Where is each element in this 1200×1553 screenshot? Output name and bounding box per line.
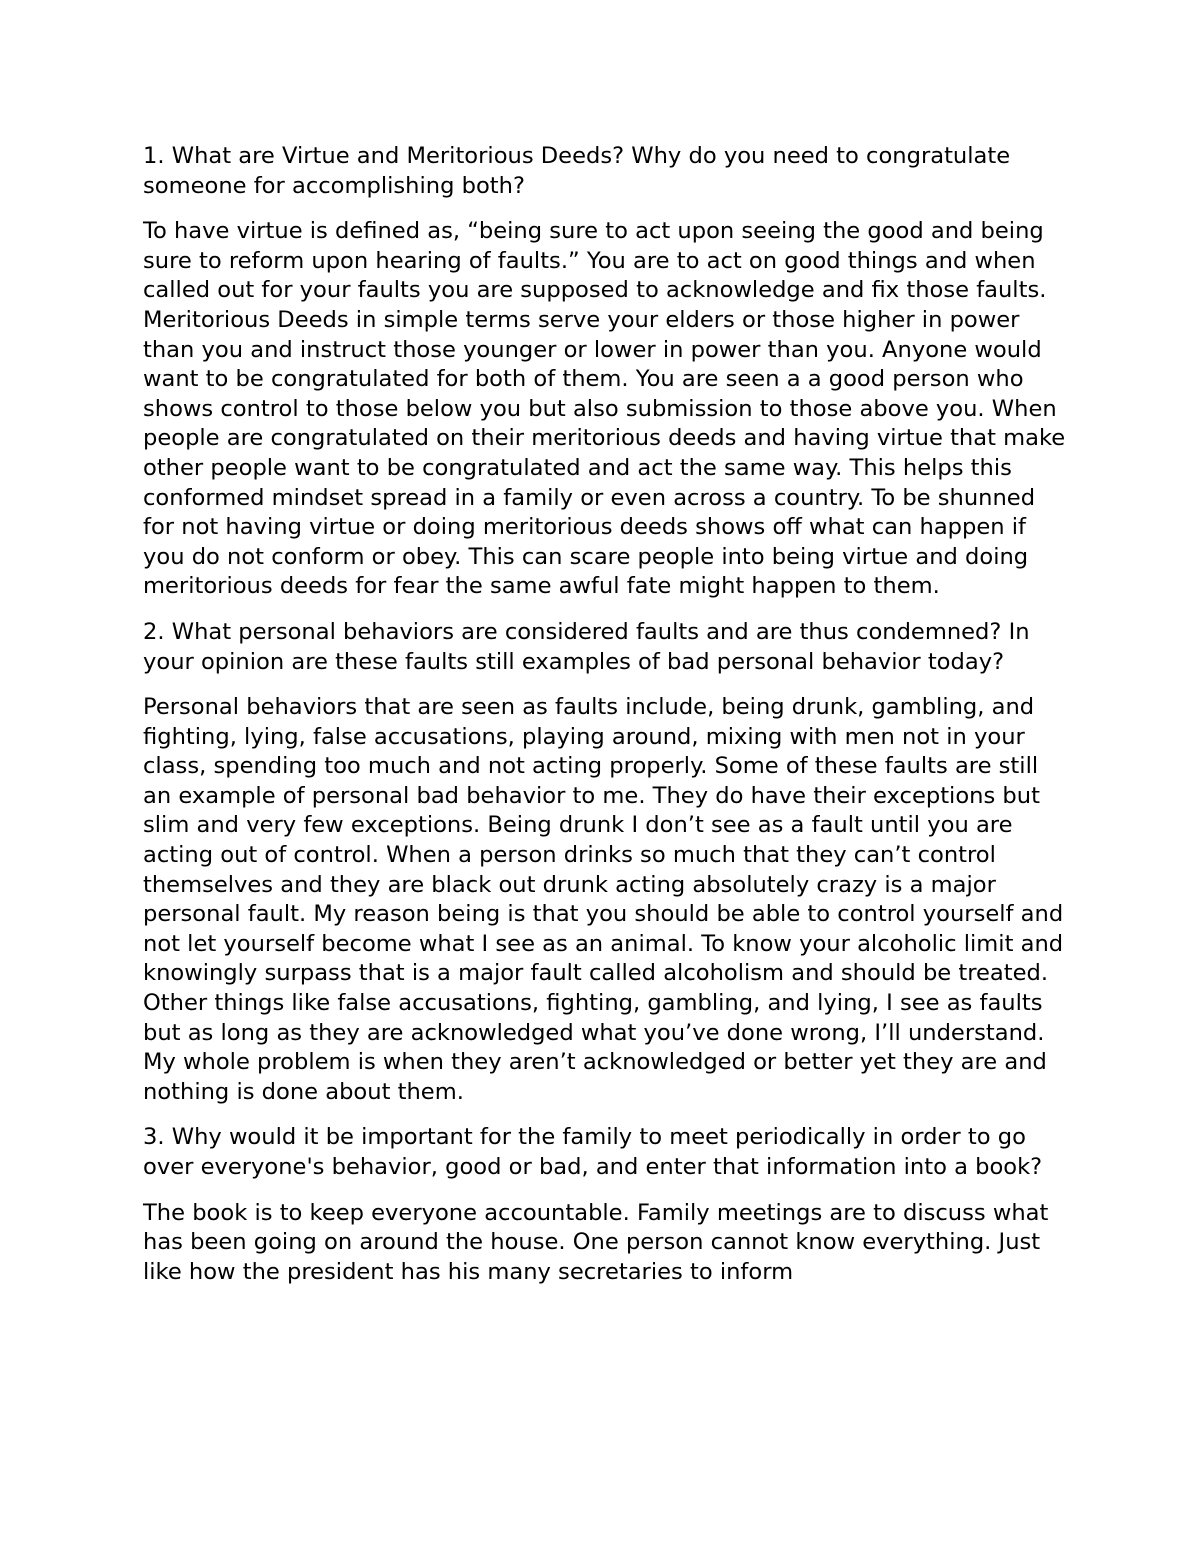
question-1: 1. What are Virtue and Meritorious Deeds? Why do you need to congratulate someone for accomplishing both? xyxy=(143,143,1011,199)
answer-2: Personal behaviors that are seen as faults include, being drunk, gambling, and fighting, lying, false accusations, playing around, mixing with men not in your class, spending too much and not acting properly. Some of these faults are still an example of personal bad behavior to me. They do have their exceptions but slim and very few exceptions. Being drunk I don’t see as a fault until you are acting out of control. When a person drinks so much that they can’t control themselves and they are black out drunk acting absolutely crazy is a major personal fault. My reason being is that you should be able to control yourself and not let yourself become what I see as an animal. To know your alcoholic limit and knowingly surpass that is a major fault called alcoholism and should be treated. Other things like false accusations, fighting, gambling, and lying, I see as faults but as long as they are acknowledged what you’ve done wrong, I’ll understand. My whole problem is when they aren’t acknowledged or better yet they are and nothing is done about them. xyxy=(143,694,1064,1105)
answer-3: The book is to keep everyone accountable. Family meetings are to discuss what has been going on around the house. One person cannot know everything. Just like how the president has his many secretaries to inform xyxy=(143,1199,1049,1285)
question-3: 3. Why would it be important for the family to meet periodically in order to go over everyone's behavior, good or bad, and enter that information into a book? xyxy=(143,1124,1043,1180)
question-2: 2. What personal behaviors are considered faults and are thus condemned? In your opinion are these faults still examples of bad personal behavior today? xyxy=(143,618,1030,675)
document-body xyxy=(143,142,1073,1303)
answer-1: To have virtue is defined as, “being sure to act upon seeing the good and being sure to reform upon hearing of faults.” You are to act on good things and when called out for your faults you are supposed to acknowledge and fix those faults. Meritorious Deeds in simple terms serve your elders or those higher in power than you and instruct those younger or lower in power than you. Anyone would want to be congratulated for both of them. You are seen a a good person who shows control to those below you but also submission to those above you. When people are congratulated on their meritorious deeds and having virtue that make other people want to be congratulated and act the same way. This helps this conformed mindset spread in a family or even across a country. To be shunned for not having virtue or doing meritorious deeds shows off what can happen if you do not conform or obey. This can scare people into being virtue and doing meritorious deeds for fear the same awful fate might happen to them. xyxy=(143,218,1066,600)
